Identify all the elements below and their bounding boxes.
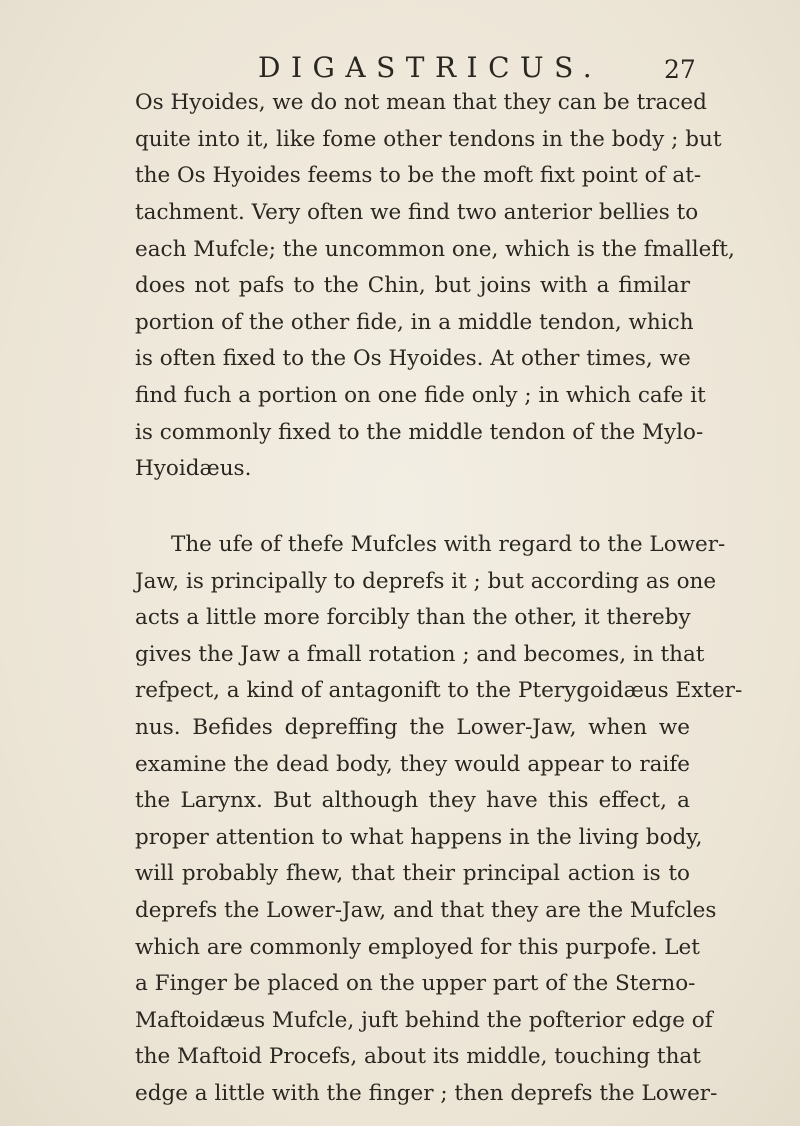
text-line: Jaw, is principally to deprefs it ; but according as one — [135, 569, 717, 594]
text-line: acts a little more forcibly than the other, it thereby — [135, 605, 691, 630]
text-line: examine the dead body, they would appear to raife — [135, 752, 690, 777]
text-line: proper attention to what happens in the living body, — [135, 825, 703, 850]
text-line: deprefs the Lower-Jaw, and that they are the Mufcles — [135, 898, 717, 923]
text-line: does not pafs to the Chin, but joins with a fimilar — [135, 273, 690, 298]
text-line: the Os Hyoides feems to be the moft fixt point of at- — [135, 163, 702, 188]
text-line: edge a little with the finger ; then deprefs the Lower- — [135, 1081, 718, 1106]
text-line: Hyoidæus. — [135, 456, 252, 481]
text-line: Os Hyoides, we do not mean that they can be traced — [135, 90, 707, 115]
running-title: DIGASTRICUS. — [258, 51, 603, 84]
text-line: each Mufcle; the uncommon one, which is the fmalleft, — [135, 237, 735, 262]
text-line: nus. Befides depreffing the Lower-Jaw, when we — [135, 715, 690, 740]
text-line: will probably fhew, that their principal action is to — [135, 861, 690, 886]
text-line: tachment. Very often we find two anterior bellies to — [135, 200, 699, 225]
text-line: a Finger be placed on the upper part of the Sterno- — [135, 971, 696, 996]
text-line: gives the Jaw a fmall rotation ; and becomes, in that — [135, 642, 705, 667]
text-line: which are commonly employed for this purpofe. Let — [135, 935, 700, 960]
paragraph-first-line: The ufe of thefe Mufcles with regard to the Lower- — [171, 532, 726, 557]
page-number: 27 — [664, 55, 696, 84]
text-line: the Larynx. But although they have this effect, a — [135, 788, 690, 813]
text-line: the Maftoid Procefs, about its middle, touching that — [135, 1044, 701, 1069]
running-head — [0, 48, 800, 88]
text-line: quite into it, like fome other tendons in the body ; but — [135, 127, 722, 152]
text-line: is often fixed to the Os Hyoides. At other times, we — [135, 346, 691, 371]
text-line: Maftoidæus Mufcle, juft behind the pofterior edge of — [135, 1008, 713, 1033]
text-line: portion of the other fide, in a middle tendon, which — [135, 310, 694, 335]
text-line: is commonly fixed to the middle tendon of the Mylo- — [135, 420, 704, 445]
text-line: find fuch a portion on one fide only ; in which cafe it — [135, 383, 706, 408]
text-line: refpect, a kind of antagonift to the Pterygoidæus Exter- — [135, 678, 743, 703]
